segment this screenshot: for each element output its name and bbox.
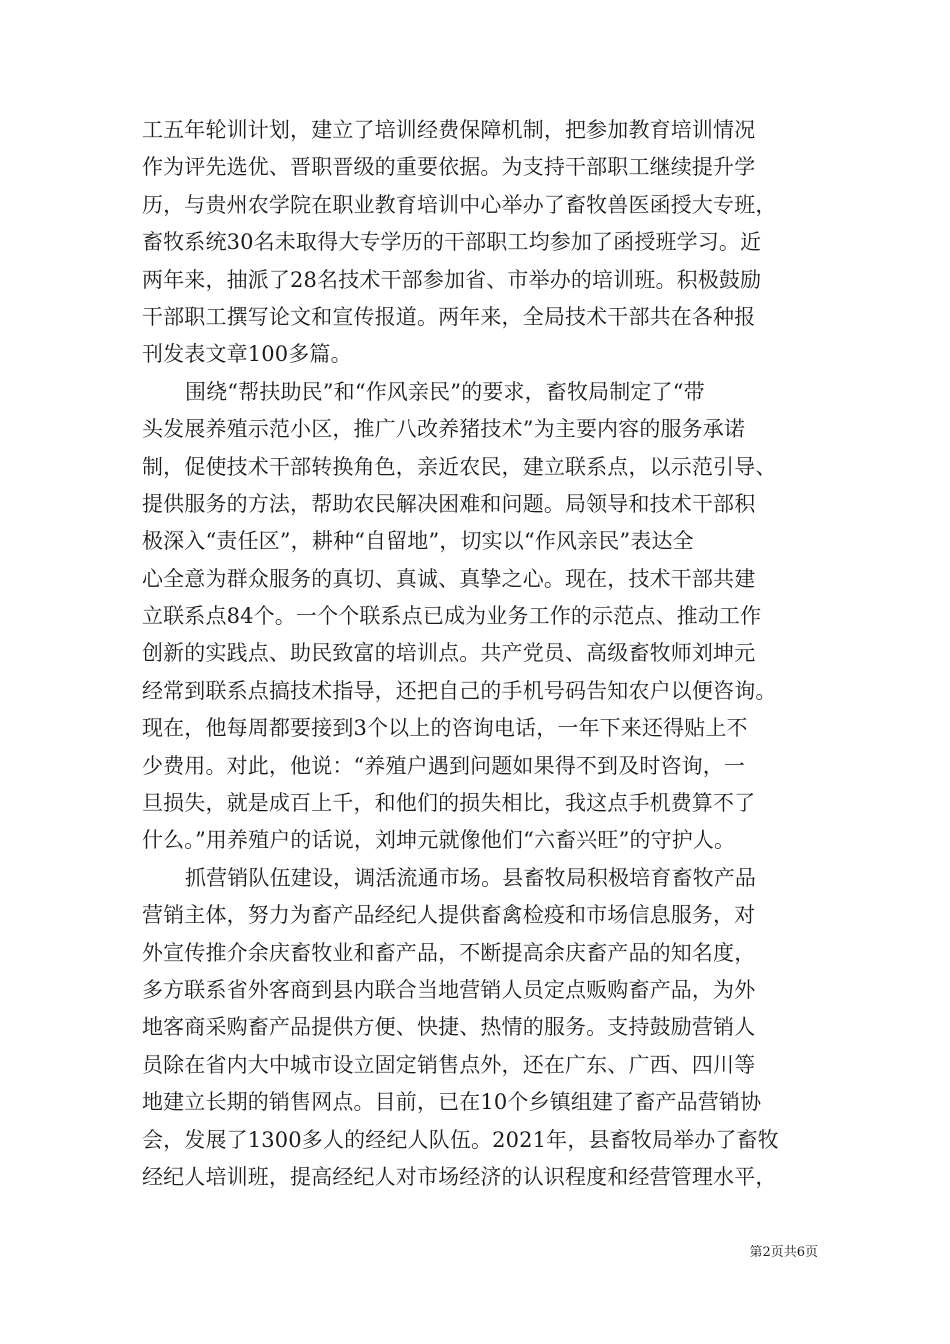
text-line: 外宣传推介余庆畜牧业和畜产品，不断提高余庆畜产品的知名度， <box>142 940 756 965</box>
page-number-footer: 第2页共6页 <box>749 1245 818 1260</box>
text-line: 会，发展了1300多人的经纪人队伍。2021年，县畜牧局举办了畜牧 <box>142 1127 779 1152</box>
body-text <box>142 112 818 1196</box>
text-line: 员除在省内大中城市设立固定销售点外，还在广东、广西、四川等 <box>142 1052 756 1077</box>
text-line: 抓营销队伍建设，调活流通市场。县畜牧局积极培育畜牧产品 <box>185 865 757 890</box>
text-line: 干部职工撰写论文和宣传报道。两年来，全局技术干部共在各种报 <box>142 304 756 329</box>
text-line: 营销主体，努力为畜产品经纪人提供畜禽检疫和市场信息服务，对 <box>142 903 756 928</box>
text-line: 工五年轮训计划，建立了培训经费保障机制，把参加教育培训情况 <box>142 118 756 142</box>
text-line: 现在，他每周都要接到3个以上的咨询电话，一年下来还得贴上不 <box>142 716 748 741</box>
text-line: 提供服务的方法，帮助农民解决困难和问题。局领导和技术干部积 <box>142 491 756 516</box>
text-line: 畜牧系统30名未取得大专学历的干部职工均参加了函授班学习。近 <box>142 230 762 255</box>
text-line: 围绕“帮扶助民”和“作风亲民”的要求，畜牧局制定了“带 <box>185 379 705 404</box>
text-line: 创新的实践点、助民致富的培训点。共产党员、高级畜牧师刘坤元 <box>142 641 756 666</box>
text-line: 心全意为群众服务的真切、真诚、真挚之心。现在，技术干部共建 <box>142 566 756 591</box>
text-line: 头发展养殖示范小区，推广八改养猪技术”为主要内容的服务承诺 <box>142 417 746 442</box>
text-line: 地客商采购畜产品提供方便、快捷、热情的服务。支持鼓励营销人 <box>142 1015 756 1040</box>
text-line: 作为评先选优、晋职晋级的重要依据。为支持干部职工继续提升学 <box>142 155 756 180</box>
text-line: 多方联系省外客商到县内联合当地营销人员定点贩购畜产品，为外 <box>142 977 756 1002</box>
text-line: 极深入“责任区”，耕种“自留地”，切实以“作风亲民”表达全 <box>142 529 694 554</box>
text-line: 少费用。对此，他说：“养殖户遇到问题如果得不到及时咨询，一 <box>142 753 746 778</box>
text-line: 经常到联系点搞技术指导，还把自己的手机号码告知农户以便咨询。 <box>142 678 777 703</box>
text-line: 地建立长期的销售网点。目前，已在10个乡镇组建了畜产品营销协 <box>142 1090 762 1115</box>
text-line: 立联系点84个。一个个联系点已成为业务工作的示范点、推动工作 <box>142 604 762 629</box>
text-line: 经纪人培训班，提高经纪人对市场经济的认识程度和经营管理水平， <box>142 1164 777 1189</box>
text-line: 制，促使技术干部转换角色，亲近农民，建立联系点，以示范引导、 <box>142 454 777 479</box>
text-line: 刊发表文章100多篇。 <box>142 342 352 367</box>
text-line: 旦损失，就是成百上千，和他们的损失相比，我这点手机费算不了 <box>142 791 756 816</box>
text-line: 两年来，抽派了28名技术干部参加省、市举办的培训班。积极鼓励 <box>142 267 762 292</box>
text-line: 什么。”用养殖户的话说，刘坤元就像他们“六畜兴旺”的守护人。 <box>142 828 736 853</box>
text-line: 历，与贵州农学院在职业教育培训中心举办了畜牧兽医函授大专班， <box>142 192 777 217</box>
